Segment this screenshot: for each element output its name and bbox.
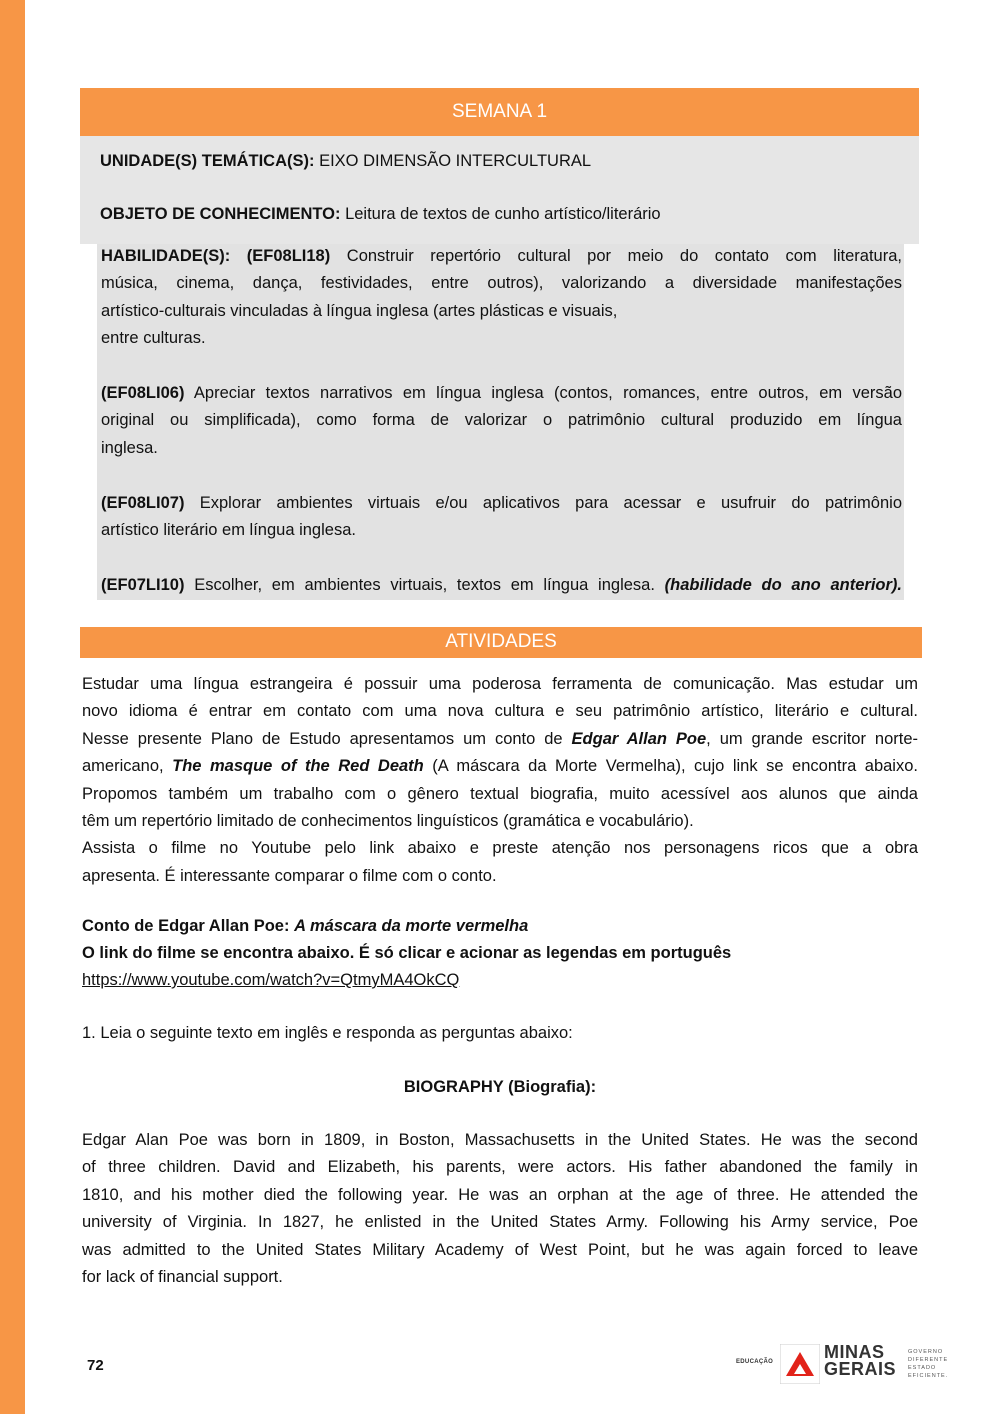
skill-text: Escolher, em ambientes virtuais, textos em língua inglesa. bbox=[184, 576, 665, 594]
skill-text: original ou simplificada), como forma de valorizar o patrimônio cultural produzido em língua bbox=[101, 411, 902, 430]
intro-line: têm um repertório limitado de conhecimentos linguísticos (gramática e vocabulário). bbox=[82, 812, 694, 831]
skill-code: (EF07LI10) bbox=[101, 576, 185, 594]
bio-line: for lack of financial support. bbox=[82, 1268, 283, 1287]
intro-line: Propomos também um trabalho com o gênero textual biografia, muito acessível aos alunos que ainda bbox=[82, 784, 918, 803]
youtube-link[interactable]: https://www.youtube.com/watch?v=QtmyMA4OkCQ bbox=[82, 971, 460, 989]
activities-header: ATIVIDADES bbox=[80, 627, 922, 658]
story-title-en: The masque of the Red Death bbox=[172, 757, 424, 776]
author-name: Edgar Allan Poe bbox=[571, 729, 707, 748]
story-line bbox=[82, 917, 528, 936]
intro-text: Nesse presente Plano de Estudo apresentamos um conto de bbox=[82, 729, 572, 748]
skill-text: Construir repertório cultural por meio do contato com literatura, bbox=[330, 247, 902, 265]
objeto-label: OBJETO DE CONHECIMENTO: bbox=[100, 205, 341, 223]
logo-gerais: GERAIS bbox=[824, 1359, 897, 1379]
intro-line bbox=[82, 753, 918, 780]
skill-ef08li07 bbox=[101, 490, 902, 545]
skill-ef07li10 bbox=[101, 572, 902, 599]
bio-line: university of Virginia. In 1827, he enlisted in the United States Army. Following his Army service, Poe bbox=[82, 1213, 918, 1232]
logo-tag-line: ESTADO bbox=[908, 1365, 937, 1371]
skill-text: inglesa. bbox=[101, 438, 158, 457]
intro-line: novo idioma é entrar em contato com uma nova cultura e seu patrimônio artístico, literário e cultural. bbox=[82, 702, 918, 721]
objeto-value: Leitura de textos de cunho artístico/literário bbox=[340, 205, 661, 223]
bio-line: Edgar Alan Poe was born in 1809, in Boston, Massachusetts in the United States. He was the second bbox=[82, 1131, 918, 1149]
biography-paragraph bbox=[82, 1127, 918, 1291]
triangle-logo-icon bbox=[780, 1344, 820, 1384]
skill-text: Apreciar textos narrativos em língua inglesa (contos, romances, entre outros, em versão bbox=[184, 384, 902, 402]
story-title-pt: A máscara da morte vermelha bbox=[294, 917, 529, 935]
logo-tag-line: EFICIENTE. bbox=[908, 1373, 949, 1379]
intro-text: americano, bbox=[82, 757, 173, 776]
side-stripe bbox=[0, 0, 25, 1414]
question-1: 1. Leia o seguinte texto em inglês e responda as perguntas abaixo: bbox=[82, 1024, 573, 1042]
logo-education-text: EDUCAÇÃO bbox=[736, 1359, 774, 1365]
page-number: 72 bbox=[87, 1357, 104, 1374]
bio-line: was admitted to the United States Military Academy of West Point, but he was again forced to leave bbox=[82, 1240, 918, 1259]
intro-line bbox=[82, 726, 918, 753]
logo-wordmark bbox=[824, 1344, 896, 1378]
skill-text: artístico-culturais vinculadas à língua inglesa (artes plásticas e visuais, bbox=[101, 301, 618, 320]
unidade-line bbox=[100, 152, 591, 171]
biography-title: BIOGRAPHY (Biografia): bbox=[403, 1078, 597, 1096]
intro-line: apresenta. É interessante comparar o filme com o conto. bbox=[82, 866, 497, 885]
skill-ef08li18 bbox=[101, 243, 902, 353]
intro-text: (A máscara da Morte Vermelha), cujo link se encontra abaixo. bbox=[423, 757, 918, 776]
logo-tag-line: DIFERENTE bbox=[908, 1357, 949, 1363]
bio-line: 1810, and his mother died the following year. He was an orphan at the age of three. He attended the bbox=[82, 1185, 918, 1204]
story-instruction: O link do filme se encontra abaixo. É só clicar e acionar as legendas em português bbox=[82, 944, 732, 962]
bio-line: of three children. David and Elizabeth, his parents, were actors. His father abandoned the family in bbox=[82, 1158, 918, 1177]
intro-line: Estudar uma língua estrangeira é possuir uma poderosa ferramenta de comunicação. Mas estudar um bbox=[82, 675, 918, 693]
story-label: Conto de Edgar Allan Poe: bbox=[82, 917, 295, 935]
skill-text: entre culturas. bbox=[101, 329, 206, 348]
logo-minas: MINAS bbox=[824, 1342, 885, 1362]
skill-code: (EF08LI06) bbox=[101, 384, 185, 402]
skill-text: música, cinema, dança, festividades, entre outros), valorizando a diversidade manifestações bbox=[101, 274, 902, 293]
unidade-value: EIXO DIMENSÃO INTERCULTURAL bbox=[314, 152, 592, 170]
logo-tagline bbox=[908, 1348, 948, 1380]
intro-text: , um grande escritor norte- bbox=[706, 729, 918, 748]
unidade-label: UNIDADE(S) TEMÁTICA(S): bbox=[100, 152, 315, 170]
week-header: SEMANA 1 bbox=[80, 88, 919, 136]
skill-text: artístico literário em língua inglesa. bbox=[101, 521, 356, 540]
skill-note: (habilidade do ano anterior). bbox=[664, 576, 902, 594]
skill-label: HABILIDADE(S): (EF08LI18) bbox=[101, 247, 331, 265]
skill-ef08li06 bbox=[101, 380, 902, 462]
skill-text: Explorar ambientes virtuais e/ou aplicativos para acessar e usufruir do patrimônio bbox=[184, 494, 902, 512]
skill-code: (EF08LI07) bbox=[101, 494, 185, 512]
objeto-line bbox=[100, 205, 661, 224]
logo-tag-line: GOVERNO bbox=[908, 1349, 944, 1355]
intro-paragraph bbox=[82, 671, 918, 890]
intro-line: Assista o filme no Youtube pelo link abaixo e preste atenção nos personagens ricos que a obra bbox=[82, 839, 918, 858]
